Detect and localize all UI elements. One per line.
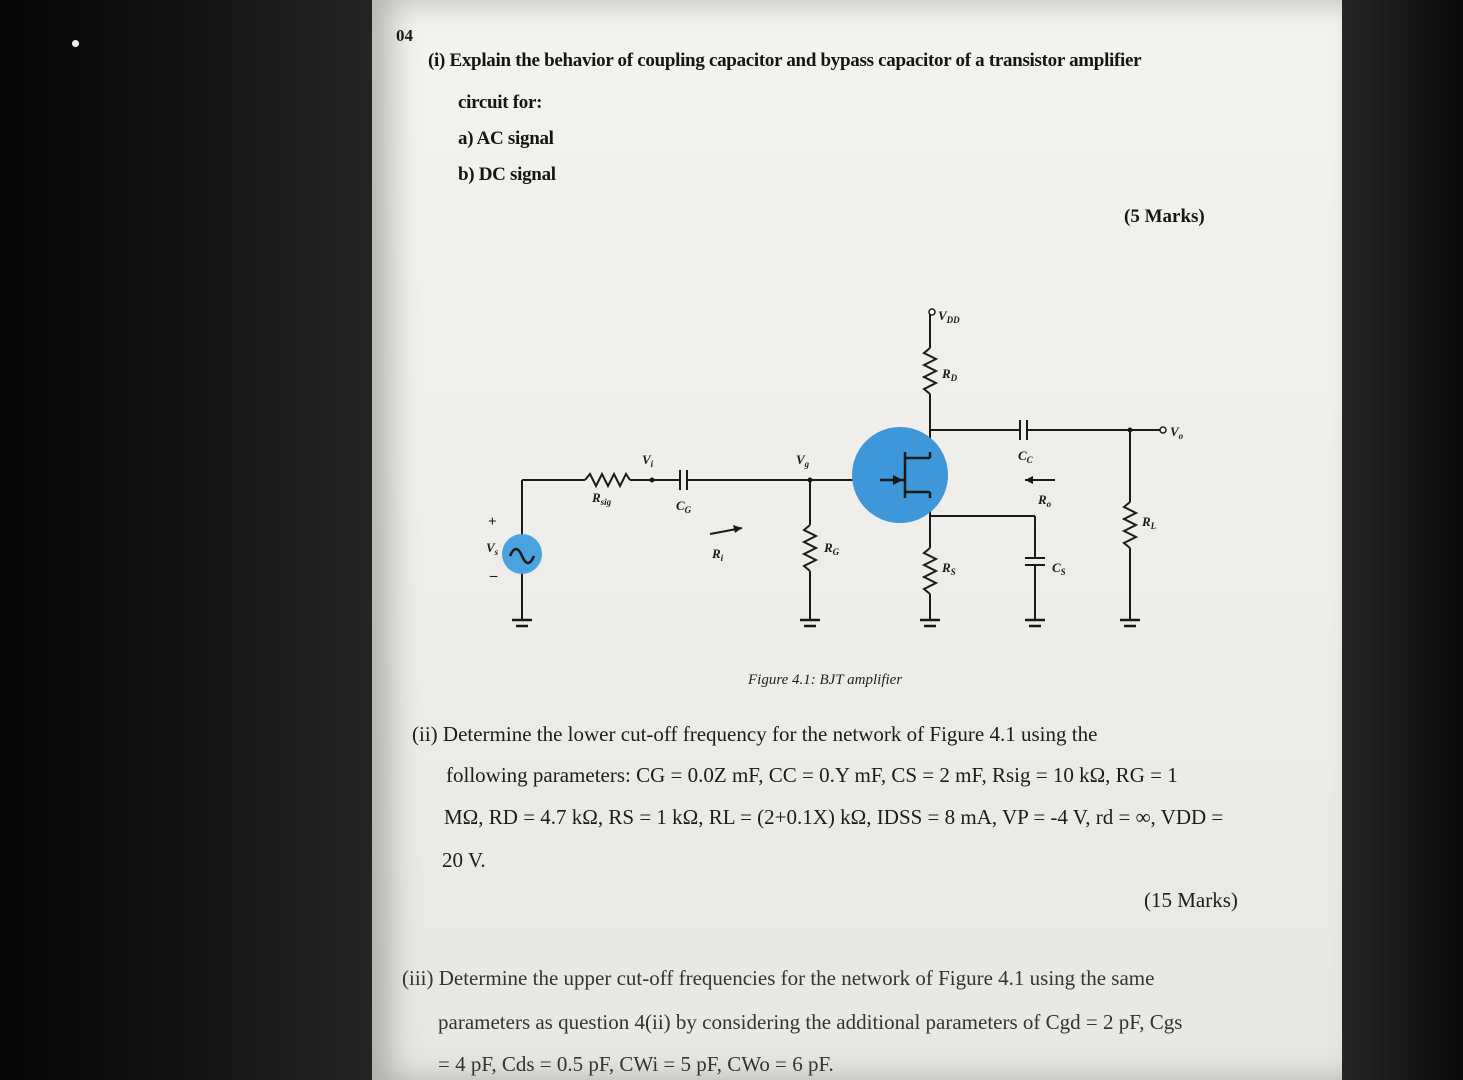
part-ii-line-2: following parameters: CG = 0.0Z mF, CC = 0.Y mF, CS = 2 mF, Rsig = 10 kΩ, RG = 1 (446, 763, 1178, 787)
node-vg (808, 478, 813, 483)
part-ii-marks: (15 Marks) (1144, 888, 1238, 912)
label-rs: $R_S$ (942, 560, 956, 577)
label-vdd: $V_{DD}$ (938, 308, 960, 325)
label-rsig: $R_{sig}$ (592, 490, 612, 507)
ground-symbols (512, 620, 1140, 626)
label-cg: $C_G$ (676, 498, 692, 515)
part-ii-line-3: MΩ, RD = 4.7 kΩ, RS = 1 kΩ, RL = (2+0.1X) kΩ, IDSS = 8 mA, VP = -4 V, rd = ∞, VDD = (444, 805, 1224, 829)
circuit-diagram (480, 290, 1200, 650)
question-number: 04 (396, 26, 413, 45)
node-vo (1128, 428, 1133, 433)
resistor-rg (804, 525, 816, 571)
monitor-bezel-left (0, 0, 385, 1080)
part-i-item-b: b) DC signal (458, 164, 556, 185)
vdd-terminal (929, 309, 935, 315)
resistor-rsig (585, 474, 630, 486)
part-ii-line-1: (ii) Determine the lower cut-off frequency for the network of Figure 4.1 using the (412, 722, 1098, 746)
part-i-line-1: (i) Explain the behavior of coupling capacitor and bypass capacitor of a transistor amplifier (428, 50, 1142, 71)
part-i-item-a: a) AC signal (458, 128, 554, 149)
label-vs: $V_s$ (486, 540, 499, 557)
resistor-rl (1124, 502, 1136, 548)
label-cs: $C_S$ (1052, 560, 1066, 577)
label-rd: $R_D$ (942, 366, 958, 383)
label-plus: + (488, 514, 497, 530)
label-ro: $R_o$ (1038, 492, 1052, 509)
label-rg: $R_G$ (824, 540, 840, 557)
label-vi: $V_i$ (642, 452, 654, 469)
monitor-bezel-right (1323, 0, 1463, 1080)
document-page (372, 0, 1342, 1080)
label-cc: $C_C$ (1018, 448, 1033, 465)
resistor-rs (924, 548, 936, 594)
figure-caption: Figure 4.1: BJT amplifier (748, 672, 903, 688)
label-ri: $R_i$ (712, 546, 724, 563)
part-i-line-2: circuit for: (458, 92, 543, 113)
ro-arrow-head (1025, 476, 1033, 484)
part-iii-line-2: parameters as question 4(ii) by considering the additional parameters of Cgd = 2 pF, Cgs (438, 1010, 1183, 1034)
label-minus: – (490, 568, 498, 584)
part-iii-line-3: = 4 pF, Cds = 0.5 pF, CWi = 5 pF, CWo = 6 pF. (438, 1052, 834, 1076)
part-ii-line-4: 20 V. (442, 848, 486, 872)
resistor-rd (924, 348, 936, 394)
label-rl: $R_L$ (1142, 514, 1157, 531)
label-vg: $V_g$ (796, 452, 810, 469)
label-vo: $V_o$ (1170, 424, 1184, 441)
part-iii-line-1: (iii) Determine the upper cut-off frequencies for the network of Figure 4.1 using the same (402, 966, 1155, 990)
vo-terminal (1160, 427, 1166, 433)
power-led-icon (72, 40, 79, 47)
node-vi (650, 478, 655, 483)
jfet-transistor-icon (852, 427, 948, 523)
part-i-marks: (5 Marks) (1124, 206, 1205, 227)
